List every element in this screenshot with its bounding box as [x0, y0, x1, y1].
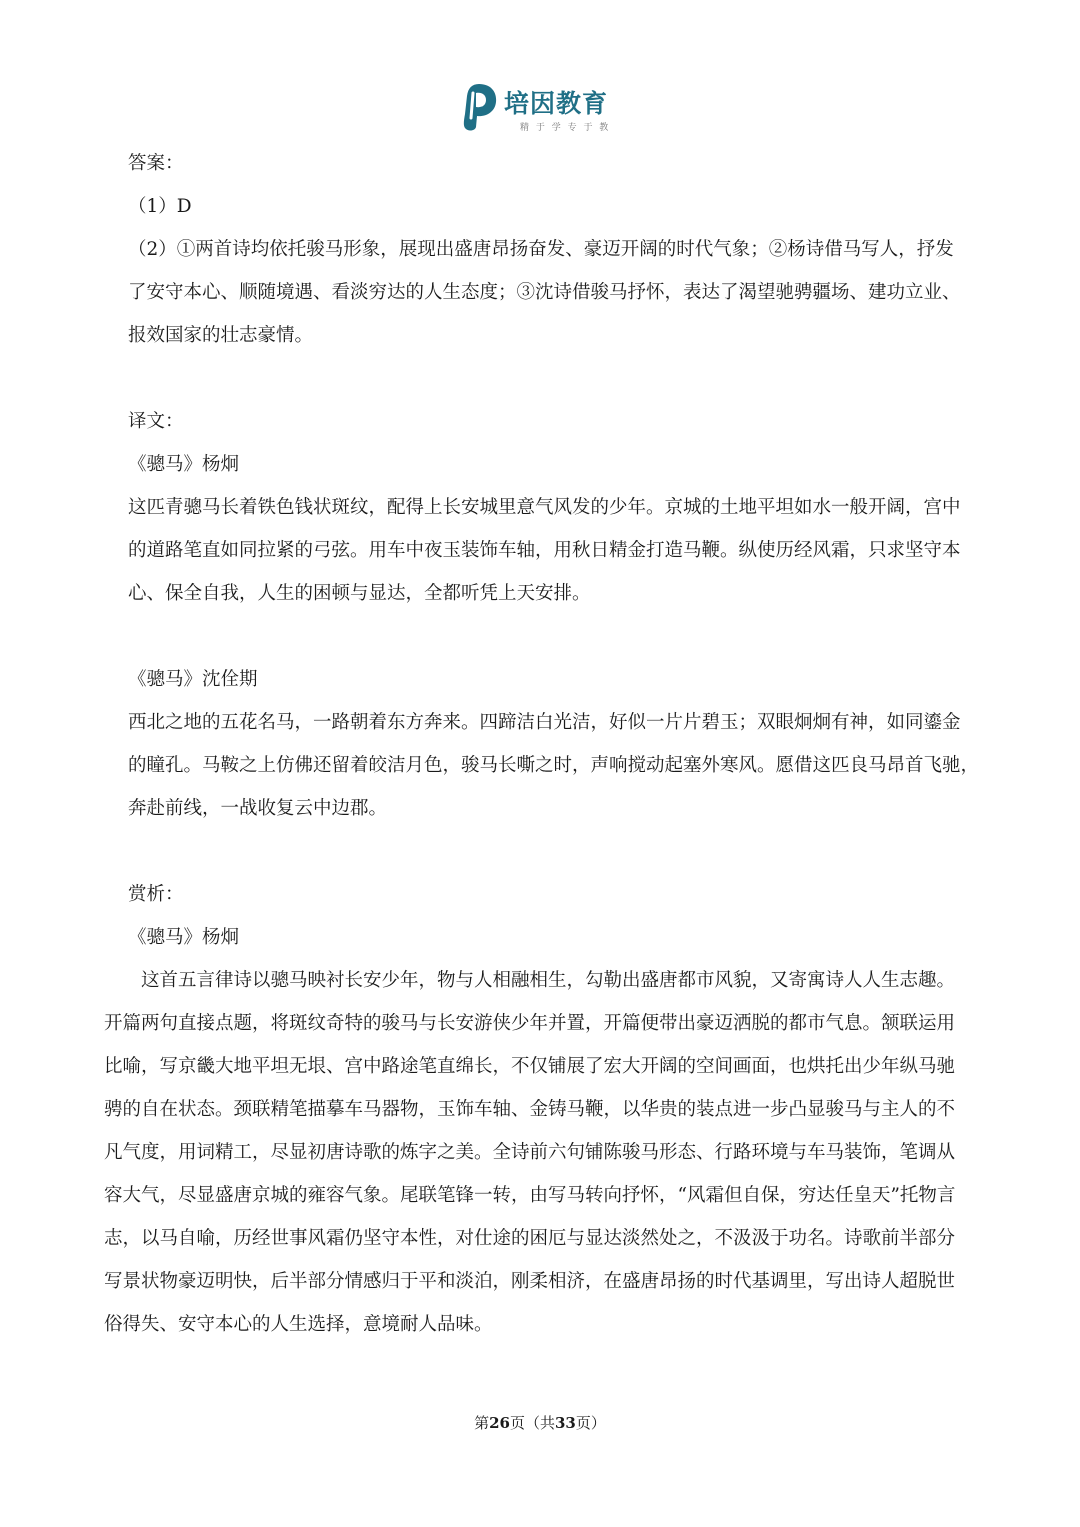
analysis-line: 开篇两句直接点题，将斑纹奇特的骏马与长安游侠少年并置，开篇便带出豪迈洒脱的都市气息。颔联运用: [104, 1013, 956, 1034]
page-number-prefix: 第: [474, 1414, 490, 1432]
answer-q1: （1）D: [128, 196, 192, 217]
brand-name: 培因教育: [504, 89, 609, 118]
answer-label: 答案：: [128, 153, 184, 174]
brand-logo: [460, 80, 630, 140]
brand-p-icon: [460, 82, 498, 132]
poem2-translation-line: 的瞳孔。马鞍之上仿佛还留着皎洁月色，骏马长嘶之时，声响搅动起塞外寒风。愿借这匹良马昂首飞驰，: [128, 755, 980, 776]
poem1-translation-line: 这匹青骢马长着铁色钱状斑纹，配得上长安城里意气风发的少年。京城的土地平坦如水一般开阔，宫中: [128, 497, 961, 518]
answer-q2-line: （2）①两首诗均依托骏马形象，展现出盛唐昂扬奋发、豪迈开阔的时代气象；②杨诗借马写人，抒发: [128, 239, 954, 260]
poem2-translation-line: 西北之地的五花名马，一路朝着东方奔来。四蹄洁白光洁，好似一片片碧玉；双眼炯炯有神，如同鎏金: [128, 712, 961, 733]
analysis-line: 比喻，写京畿大地平坦无垠、宫中路途笔直绵长，不仅铺展了宏大开阔的空间画面，也烘托出少年纵马驰: [104, 1056, 956, 1077]
document-body: [104, 142, 980, 1346]
poem1-translation-line: 的道路笔直如同拉紧的弓弦。用车中夜玉装饰车轴，用秋日精金打造马鞭。纵使历经风霜，只求坚守本: [128, 540, 961, 561]
analysis-line: 骋的自在状态。颈联精笔描摹车马器物，玉饰车轴、金铸马鞭，以华贵的装点进一步凸显骏马与主人的不: [104, 1099, 956, 1120]
analysis-line: 志，以马自喻，历经世事风霜仍坚守本性，对仕途的困厄与显达淡然处之，不汲汲于功名。诗歌前半部分: [104, 1228, 956, 1249]
analysis-line: 这首五言律诗以骢马映衬长安少年，物与人相融相生，勾勒出盛唐都市风貌，又寄寓诗人人生志趣。: [141, 970, 956, 991]
poem2-title: 《骢马》沈佺期: [128, 669, 258, 690]
analysis-line: 容大气，尽显盛唐京城的雍容气象。尾联笔锋一转，由写马转向抒怀，“风霜但自保，穷达任皇天”托物言: [104, 1185, 956, 1206]
page-total: 33: [555, 1414, 576, 1432]
answer-q2-line: 报效国家的壮志豪情。: [128, 325, 314, 346]
analysis-line: 俗得失、安守本心的人生选择，意境耐人品味。: [104, 1314, 493, 1335]
answer-q2-line: 了安守本心、顺随境遇、看淡穷达的人生态度；③沈诗借骏马抒怀，表达了渴望驰骋疆场、建功立业、: [128, 282, 961, 303]
poem1-title: 《骢马》杨炯: [128, 454, 240, 475]
page-number: [0, 1412, 1080, 1433]
analysis-line: 凡气度，用词精工，尽显初唐诗歌的炼字之美。全诗前六句铺陈骏马形态、行路环境与车马装饰，笔调从: [104, 1142, 956, 1163]
analysis-poem-title: 《骢马》杨炯: [128, 927, 240, 948]
page-number-middle: 页（共: [509, 1414, 555, 1432]
poem1-translation-line: 心、保全自我，人生的困顿与显达，全都听凭上天安排。: [128, 583, 591, 604]
analysis-line: 写景状物豪迈明快，后半部分情感归于平和淡泊，刚柔相济，在盛唐昂扬的时代基调里，写出诗人超脱世: [104, 1271, 956, 1292]
brand-slogan: 精 于 学 专 于 教: [520, 123, 611, 133]
analysis-label: 赏析：: [128, 884, 184, 905]
translation-label: 译文：: [128, 411, 184, 432]
poem2-translation-line: 奔赴前线，一战收复云中边郡。: [128, 798, 388, 819]
page-current: 26: [489, 1414, 510, 1432]
page-number-suffix: 页）: [575, 1414, 606, 1432]
